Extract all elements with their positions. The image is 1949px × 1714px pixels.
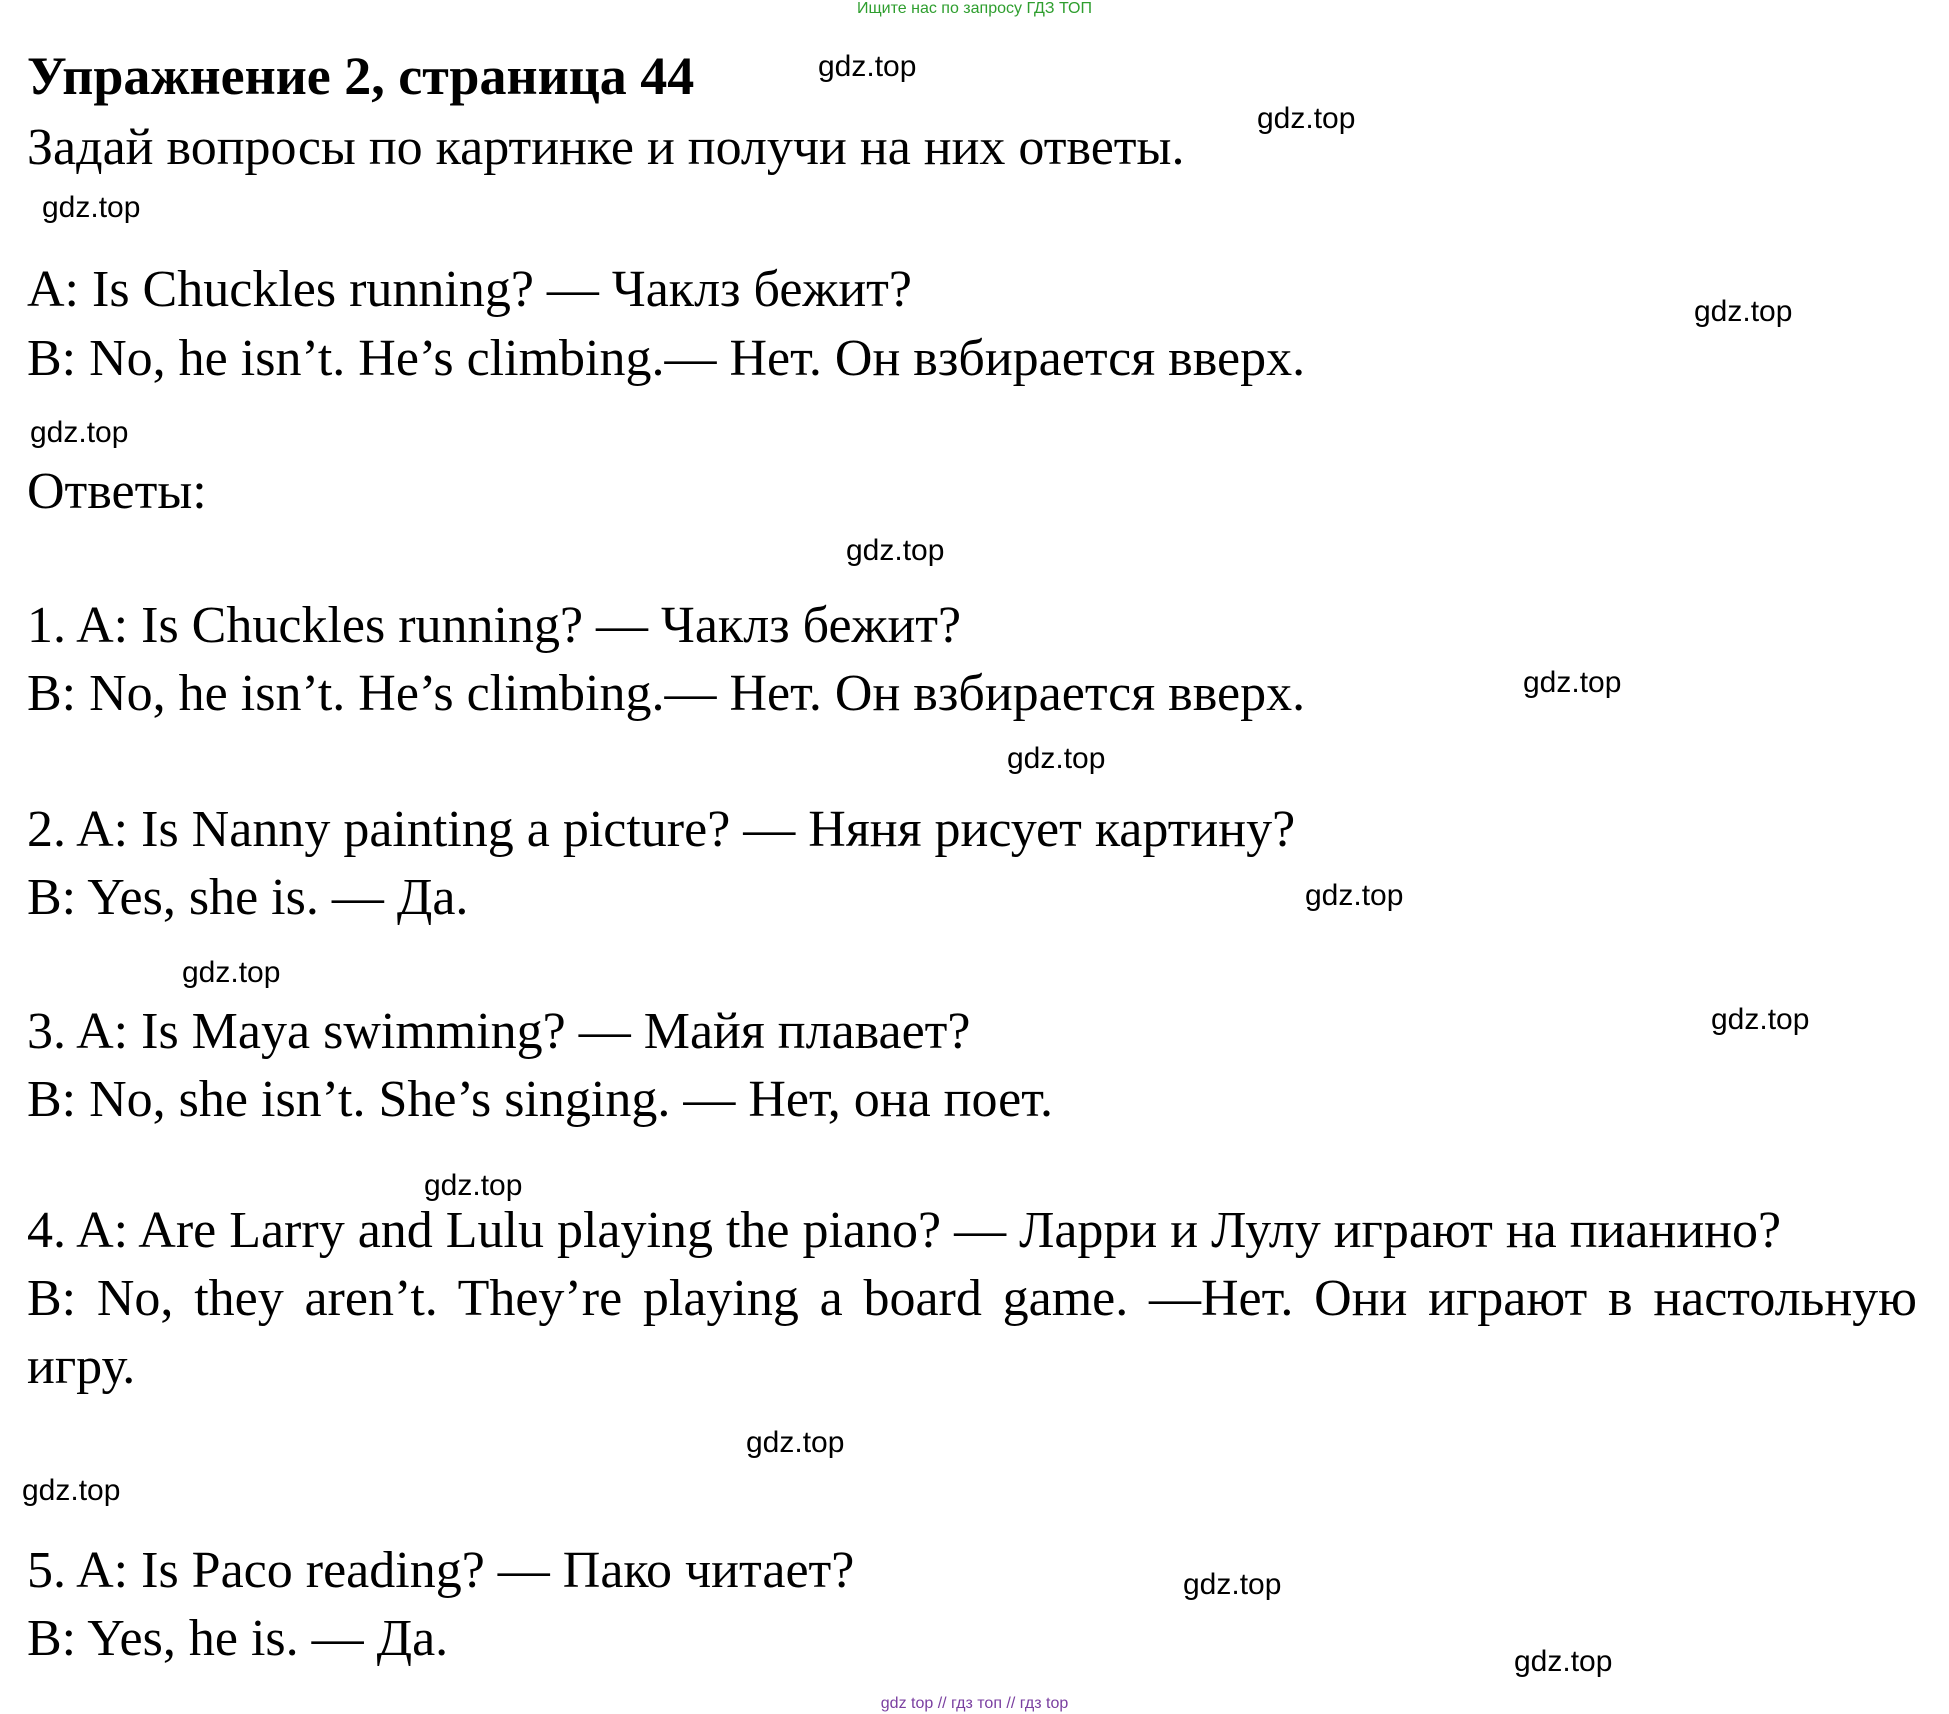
- watermark: gdz.top: [746, 1426, 845, 1459]
- watermark: gdz.top: [1523, 666, 1622, 699]
- answer-3-reply: B: No, she isn’t. She’s singing. — Нет, она поет.: [27, 1071, 1054, 1128]
- watermark: gdz.top: [1305, 879, 1404, 912]
- watermark: gdz.top: [1183, 1568, 1282, 1601]
- page-title: Упражнение 2, страница 44: [27, 46, 695, 106]
- answer-1-question: 1. A: Is Chuckles running? — Чаклз бежит?: [27, 597, 962, 654]
- answer-4: [27, 1197, 1917, 1401]
- watermark: gdz.top: [1007, 742, 1106, 775]
- answer-2-reply: B: Yes, she is. — Да.: [27, 869, 469, 926]
- watermark: gdz.top: [42, 191, 141, 224]
- watermark: gdz.top: [424, 1169, 523, 1202]
- watermark: gdz.top: [1694, 295, 1793, 328]
- answer-3-question: 3. A: Is Maya swimming? — Майя плавает?: [27, 1003, 971, 1060]
- answer-4-reply: B: No, they aren’t. They’re playing a board game. —Нет. Они играют в настольную игру.: [27, 1270, 1917, 1395]
- answer-5-reply: B: Yes, he is. — Да.: [27, 1610, 449, 1667]
- watermark: gdz.top: [846, 534, 945, 567]
- example-question: A: Is Chuckles running? — Чаклз бежит?: [27, 261, 912, 318]
- watermark: gdz.top: [30, 416, 129, 449]
- answer-1-reply: B: No, he isn’t. He’s climbing.— Нет. Он взбирается вверх.: [27, 665, 1306, 722]
- bottom-banner[interactable]: gdz top // гдз топ // гдз top: [880, 1695, 1069, 1712]
- watermark: gdz.top: [22, 1474, 121, 1507]
- exercise-instruction: Задай вопросы по картинке и получи на них ответы.: [27, 119, 1185, 176]
- watermark: gdz.top: [1257, 102, 1356, 135]
- answers-heading: Ответы:: [27, 463, 207, 520]
- answer-2-question: 2. A: Is Nanny painting a picture? — Няня рисует картину?: [27, 801, 1296, 858]
- watermark: gdz.top: [182, 956, 281, 989]
- answer-5-question: 5. A: Is Paco reading? — Пако читает?: [27, 1542, 855, 1599]
- watermark: gdz.top: [1514, 1645, 1613, 1678]
- example-answer: B: No, he isn’t. He’s climbing.— Нет. Он взбирается вверх.: [27, 330, 1306, 387]
- watermark: gdz.top: [818, 50, 917, 83]
- watermark: gdz.top: [1711, 1003, 1810, 1036]
- top-banner[interactable]: Ищите нас по запросу ГДЗ ТОП: [857, 0, 1092, 17]
- answer-4-question: 4. A: Are Larry and Lulu playing the piano? — Ларри и Лулу играют на пианино?: [27, 1202, 1782, 1259]
